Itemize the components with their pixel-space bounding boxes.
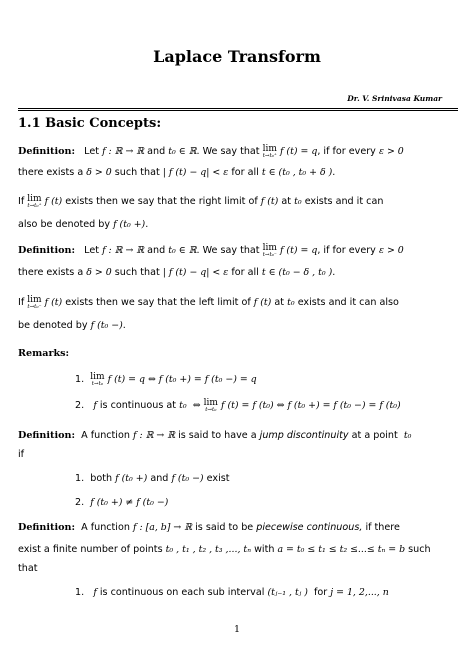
definition-1-line-1 [18,145,404,160]
emphasis-text: piecewise continuous, [256,522,363,533]
text: be denoted by [18,320,88,331]
text: . [122,320,126,331]
definition-4-line-2 [18,544,431,556]
text: exist [206,473,230,484]
text: both [90,473,113,484]
math: ⇔ [192,400,201,411]
definition-2-line-4 [18,320,126,332]
text: such [408,544,431,555]
text: at a point [351,430,398,441]
limit-symbol: lim t→t₀ [203,398,218,413]
definition-3-item-1 [75,473,230,485]
math: f (t) = q [279,146,318,157]
text: Let [84,146,100,157]
math: t₀ ∈ ℝ [168,245,197,256]
text: also be denoted by [18,219,111,230]
divider-top [18,108,458,109]
definition-3-item-2 [75,497,168,509]
math: t₀ ∈ ℝ [168,146,197,157]
text: and [147,146,166,157]
definition-1-line-3 [18,195,383,210]
text: for all [231,267,259,278]
page-title: Laplace Transform [153,47,321,66]
math: f (t) [253,297,272,308]
definition-2-line-1 [18,244,404,259]
text: such that [114,167,160,178]
math: f : ℝ → ℝ [102,146,145,157]
text: exists then we say that the right limit of [65,196,258,207]
text: is continuous on each sub interval [99,587,265,598]
divider-bottom [18,110,458,111]
math: δ > 0 [86,167,112,178]
text: there exists a [18,267,84,278]
math: t ∈ (t₀ − δ , t₀ ) [261,267,333,278]
math: | f (t) − q| < ε [162,167,229,178]
text: exist a finite number of points [18,544,163,555]
text: , if for every [317,146,376,157]
author-name: Dr. V. Srinivasa Kumar [347,94,442,103]
list-number: 1. [75,374,85,385]
limit-symbol: lim t→t₀⁺ [262,144,277,159]
text: . We say that [196,245,260,256]
math: a = t₀ ≤ t₁ ≤ t₂ ≤...≤ tₙ = b [277,544,406,555]
math: f (t₀ +) [115,473,148,484]
math: (tⱼ₋₁ , tⱼ ) [267,587,308,598]
section-heading: 1.1 Basic Concepts: [18,116,162,131]
definition-4-line-3: that [18,563,38,574]
math: f (t₀ −) [90,320,123,331]
text: If [18,196,25,207]
text: at [274,297,285,308]
math: t₀ [294,196,302,207]
definition-1-line-4 [18,219,148,231]
text: with [254,544,275,555]
text: and [150,473,169,484]
math: t ∈ (t₀ , t₀ + δ ) [261,167,333,178]
text: . [332,267,336,278]
definition-label: Definition: [18,146,76,157]
text: exists and it can also [297,297,399,308]
definition-label: Definition: [18,430,76,441]
math: f (t₀ +) [113,219,146,230]
text: for [313,587,328,598]
list-number: 2. [75,400,85,411]
math: f : [a, b] → ℝ [133,522,193,533]
math: t₀ , t₁ , t₂ , t₃ ,..., tₙ [165,544,251,555]
limit-symbol: lim t→t₀⁻ [262,243,277,258]
text: . We say that [196,146,260,157]
math: f [93,587,97,598]
limit-symbol: lim t→t₀⁻ [27,295,42,310]
text: exists and it can [304,196,384,207]
text: If [18,297,25,308]
definition-1-line-2 [18,167,335,179]
text: is continuous at [99,400,177,411]
text: A function [81,430,130,441]
math: f (t₀ +) ≠ f (t₀ −) [90,497,169,508]
math: ε > 0 [378,245,404,256]
text: is said to be [195,522,254,533]
remarks-heading: Remarks: [18,348,70,359]
math: f (t₀ −) [171,473,204,484]
remark-1 [75,373,257,388]
text: A function [81,522,130,533]
definition-label: Definition: [18,522,76,533]
text: Let [84,245,100,256]
text: . [145,219,149,230]
list-number: 2. [75,497,85,508]
definition-4-item-1 [75,587,389,599]
remark-2 [75,399,401,414]
definition-label: Definition: [18,245,76,256]
text: exists then we say that the left limit of [65,297,251,308]
text: . [332,167,336,178]
math: f (t) = f (t₀) ⇔ f (t₀ +) = f (t₀ −) = f (t₀) [221,400,401,411]
math: f (t) [44,196,63,207]
text: is said to have a [178,430,257,441]
list-number: 1. [75,587,85,598]
text: at [281,196,292,207]
limit-symbol: lim t→t₀⁺ [27,194,42,209]
math: f (t) = q [279,245,318,256]
definition-3-line-2: if [18,449,25,460]
definition-3-line-1 [18,430,411,442]
page-number: 1 [233,624,241,635]
math: t₀ [403,430,412,441]
math: f (t) [44,297,63,308]
text: , if for every [317,245,376,256]
text: such that [114,267,160,278]
definition-2-line-2 [18,267,335,279]
emphasis-text: jump discontinuity [259,430,349,441]
math: f [93,400,97,411]
math: f : ℝ → ℝ [102,245,145,256]
math: ε > 0 [378,146,404,157]
math: f (t) [260,196,279,207]
text: if there [365,522,400,533]
definition-4-line-1 [18,522,400,534]
math: | f (t) − q| < ε [162,267,229,278]
math: t₀ [287,297,295,308]
math: j = 1, 2,..., n [330,587,389,598]
limit-symbol: lim t→t₀ [90,372,105,387]
definition-2-line-3 [18,296,399,311]
math: f : ℝ → ℝ [133,430,175,441]
math: t₀ [179,400,187,411]
math: δ > 0 [86,267,112,278]
text: and [147,245,166,256]
text: there exists a [18,167,84,178]
list-number: 1. [75,473,85,484]
text: for all [231,167,259,178]
math: f (t) = q ⇔ f (t₀ +) = f (t₀ −) = q [107,374,257,385]
